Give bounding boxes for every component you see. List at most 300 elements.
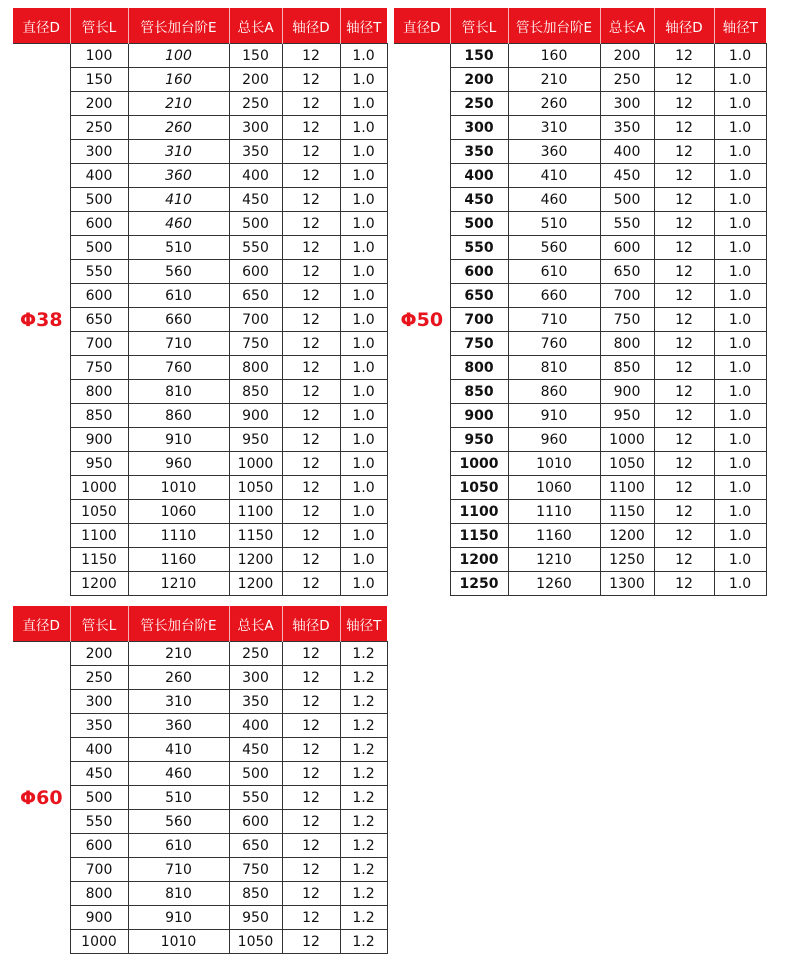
spec-table-phi60 — [13, 606, 388, 954]
table-row — [394, 212, 766, 236]
shaft-t-cell: 1.0 — [714, 44, 766, 68]
diameter-label: Φ60 — [13, 642, 70, 954]
tube-length-cell: 700 — [70, 858, 128, 882]
tube-length-cell: 250 — [70, 116, 128, 140]
tube-length-cell: 1200 — [450, 548, 508, 572]
table-row — [394, 356, 766, 380]
total-length-cell: 1200 — [229, 572, 282, 596]
shaft-diameter-cell: 12 — [654, 572, 714, 596]
tube-length-step-cell: 1010 — [128, 930, 229, 954]
shaft-t-cell: 1.2 — [340, 810, 387, 834]
header-tube-length: 管长L — [70, 8, 128, 44]
total-length-cell: 1050 — [229, 930, 282, 954]
tube-length-step-cell: 910 — [128, 906, 229, 930]
table-row — [394, 428, 766, 452]
tube-length-step-cell: 1160 — [128, 548, 229, 572]
tube-length-step-cell: 960 — [508, 428, 600, 452]
table-row — [394, 260, 766, 284]
tube-length-cell: 550 — [450, 236, 508, 260]
table-row — [394, 524, 766, 548]
total-length-cell: 1100 — [229, 500, 282, 524]
table-row — [13, 236, 387, 260]
total-length-cell: 950 — [229, 428, 282, 452]
shaft-t-cell: 1.0 — [714, 284, 766, 308]
shaft-t-cell: 1.2 — [340, 906, 387, 930]
table-row — [13, 188, 387, 212]
tube-length-cell: 650 — [450, 284, 508, 308]
tube-length-cell: 1150 — [450, 524, 508, 548]
tube-length-cell: 900 — [70, 906, 128, 930]
shaft-t-cell: 1.0 — [714, 68, 766, 92]
table-row — [13, 356, 387, 380]
total-length-cell: 600 — [600, 236, 654, 260]
total-length-cell: 700 — [600, 284, 654, 308]
shaft-t-cell: 1.0 — [340, 260, 387, 284]
tube-length-step-cell: 310 — [128, 690, 229, 714]
tube-length-cell: 450 — [70, 762, 128, 786]
shaft-diameter-cell: 12 — [654, 236, 714, 260]
shaft-t-cell: 1.2 — [340, 666, 387, 690]
shaft-diameter-cell: 12 — [282, 548, 340, 572]
shaft-t-cell: 1.0 — [714, 164, 766, 188]
shaft-diameter-cell: 12 — [654, 44, 714, 68]
tube-length-step-cell: 960 — [128, 452, 229, 476]
total-length-cell: 750 — [229, 858, 282, 882]
shaft-t-cell: 1.0 — [714, 428, 766, 452]
shaft-t-cell: 1.0 — [714, 236, 766, 260]
shaft-t-cell: 1.0 — [714, 116, 766, 140]
tube-length-cell: 800 — [70, 380, 128, 404]
tube-length-cell: 1000 — [70, 476, 128, 500]
shaft-diameter-cell: 12 — [282, 428, 340, 452]
table-row — [394, 116, 766, 140]
table-row — [394, 188, 766, 212]
shaft-diameter-cell: 12 — [282, 164, 340, 188]
shaft-t-cell: 1.0 — [340, 164, 387, 188]
shaft-diameter-cell: 12 — [282, 380, 340, 404]
table-row — [13, 164, 387, 188]
table-row — [13, 906, 387, 930]
table-row — [13, 882, 387, 906]
table-row — [13, 642, 387, 666]
table-row — [13, 666, 387, 690]
total-length-cell: 750 — [229, 332, 282, 356]
total-length-cell: 850 — [600, 356, 654, 380]
shaft-diameter-cell: 12 — [282, 642, 340, 666]
shaft-t-cell: 1.0 — [714, 188, 766, 212]
shaft-diameter-cell: 12 — [282, 452, 340, 476]
table-row — [13, 332, 387, 356]
total-length-cell: 750 — [600, 308, 654, 332]
shaft-diameter-cell: 12 — [282, 930, 340, 954]
total-length-cell: 1000 — [600, 428, 654, 452]
table-row — [13, 834, 387, 858]
header-total-length: 总长A — [229, 8, 282, 44]
shaft-diameter-cell: 12 — [654, 188, 714, 212]
tube-length-cell: 950 — [70, 452, 128, 476]
shaft-t-cell: 1.0 — [340, 380, 387, 404]
shaft-t-cell: 1.0 — [714, 380, 766, 404]
shaft-t-cell: 1.0 — [714, 308, 766, 332]
tube-length-cell: 550 — [70, 260, 128, 284]
table-row — [394, 236, 766, 260]
tube-length-cell: 1150 — [70, 548, 128, 572]
tube-length-step-cell: 360 — [508, 140, 600, 164]
tube-length-cell: 150 — [70, 68, 128, 92]
header-total-length: 总长A — [600, 8, 654, 44]
table-row — [13, 500, 387, 524]
table-row — [13, 786, 387, 810]
shaft-diameter-cell: 12 — [654, 140, 714, 164]
tube-length-step-cell: 160 — [508, 44, 600, 68]
total-length-cell: 950 — [229, 906, 282, 930]
shaft-t-cell: 1.2 — [340, 690, 387, 714]
shaft-diameter-cell: 12 — [282, 834, 340, 858]
tube-length-step-cell: 710 — [508, 308, 600, 332]
total-length-cell: 300 — [600, 92, 654, 116]
table-row — [13, 572, 387, 596]
shaft-t-cell: 1.0 — [340, 68, 387, 92]
tube-length-cell: 350 — [450, 140, 508, 164]
tube-length-step-cell: 910 — [508, 404, 600, 428]
tube-length-cell: 550 — [70, 810, 128, 834]
total-length-cell: 650 — [229, 284, 282, 308]
tube-length-step-cell: 760 — [128, 356, 229, 380]
shaft-diameter-cell: 12 — [282, 92, 340, 116]
tube-length-cell: 600 — [70, 834, 128, 858]
shaft-diameter-cell: 12 — [654, 380, 714, 404]
table-row — [394, 476, 766, 500]
tube-length-step-cell: 1010 — [128, 476, 229, 500]
shaft-diameter-cell: 12 — [282, 906, 340, 930]
header-tube-length-step: 管长加台阶E — [508, 8, 600, 44]
tube-length-cell: 1100 — [450, 500, 508, 524]
tube-length-cell: 1200 — [70, 572, 128, 596]
total-length-cell: 250 — [229, 92, 282, 116]
shaft-t-cell: 1.0 — [340, 44, 387, 68]
shaft-t-cell: 1.2 — [340, 762, 387, 786]
shaft-t-cell: 1.0 — [714, 260, 766, 284]
tube-length-step-cell: 310 — [128, 140, 229, 164]
tube-length-cell: 400 — [450, 164, 508, 188]
table-row — [13, 738, 387, 762]
table-row — [394, 404, 766, 428]
shaft-t-cell: 1.0 — [340, 500, 387, 524]
tube-length-step-cell: 310 — [508, 116, 600, 140]
table-row — [13, 930, 387, 954]
shaft-diameter-cell: 12 — [282, 308, 340, 332]
total-length-cell: 550 — [229, 786, 282, 810]
total-length-cell: 400 — [600, 140, 654, 164]
spec-table-phi38 — [13, 8, 388, 596]
tube-length-step-cell: 1110 — [128, 524, 229, 548]
table-row — [394, 284, 766, 308]
shaft-t-cell: 1.0 — [714, 140, 766, 164]
header-total-length: 总长A — [229, 606, 282, 642]
shaft-diameter-cell: 12 — [282, 858, 340, 882]
table-row — [394, 380, 766, 404]
table-row — [13, 380, 387, 404]
header-shaft-t: 轴径T — [714, 8, 766, 44]
tube-length-cell: 800 — [450, 356, 508, 380]
tube-length-cell: 1000 — [450, 452, 508, 476]
tube-length-step-cell: 260 — [128, 666, 229, 690]
shaft-diameter-cell: 12 — [282, 524, 340, 548]
header-shaft-t: 轴径T — [340, 8, 387, 44]
total-length-cell: 350 — [229, 690, 282, 714]
tube-length-step-cell: 1060 — [128, 500, 229, 524]
shaft-t-cell: 1.0 — [340, 140, 387, 164]
tube-length-cell: 500 — [70, 236, 128, 260]
header-shaft-t: 轴径T — [340, 606, 387, 642]
shaft-diameter-cell: 12 — [654, 260, 714, 284]
tube-length-step-cell: 810 — [128, 882, 229, 906]
tube-length-step-cell: 1110 — [508, 500, 600, 524]
table-row — [13, 858, 387, 882]
tube-length-cell: 600 — [450, 260, 508, 284]
tube-length-step-cell: 1060 — [508, 476, 600, 500]
shaft-diameter-cell: 12 — [654, 164, 714, 188]
tube-length-cell: 1000 — [70, 930, 128, 954]
total-length-cell: 1250 — [600, 548, 654, 572]
tube-length-step-cell: 210 — [128, 92, 229, 116]
tube-length-cell: 1100 — [70, 524, 128, 548]
header-row — [13, 8, 387, 44]
shaft-t-cell: 1.0 — [340, 332, 387, 356]
total-length-cell: 900 — [600, 380, 654, 404]
shaft-diameter-cell: 12 — [654, 548, 714, 572]
tube-length-cell: 250 — [70, 666, 128, 690]
total-length-cell: 1150 — [229, 524, 282, 548]
shaft-t-cell: 1.0 — [340, 92, 387, 116]
shaft-t-cell: 1.0 — [340, 212, 387, 236]
total-length-cell: 550 — [600, 212, 654, 236]
total-length-cell: 800 — [229, 356, 282, 380]
header-shaft-diameter: 轴径D — [654, 8, 714, 44]
header-diameter: 直径D — [394, 8, 450, 44]
header-tube-length: 管长L — [450, 8, 508, 44]
total-length-cell: 400 — [229, 714, 282, 738]
shaft-diameter-cell: 12 — [282, 236, 340, 260]
total-length-cell: 950 — [600, 404, 654, 428]
header-shaft-diameter: 轴径D — [282, 606, 340, 642]
tube-length-cell: 500 — [450, 212, 508, 236]
shaft-diameter-cell: 12 — [282, 762, 340, 786]
shaft-t-cell: 1.2 — [340, 858, 387, 882]
tube-length-cell: 150 — [450, 44, 508, 68]
shaft-t-cell: 1.2 — [340, 738, 387, 762]
total-length-cell: 200 — [229, 68, 282, 92]
shaft-diameter-cell: 12 — [654, 476, 714, 500]
tube-length-step-cell: 660 — [128, 308, 229, 332]
shaft-t-cell: 1.0 — [340, 548, 387, 572]
spec-table-phi50 — [394, 8, 767, 596]
table-row — [394, 452, 766, 476]
shaft-t-cell: 1.0 — [714, 404, 766, 428]
shaft-t-cell: 1.0 — [714, 92, 766, 116]
shaft-t-cell: 1.2 — [340, 834, 387, 858]
tube-length-step-cell: 510 — [508, 212, 600, 236]
tube-length-cell: 200 — [450, 68, 508, 92]
tube-length-step-cell: 610 — [128, 834, 229, 858]
shaft-t-cell: 1.0 — [340, 356, 387, 380]
shaft-t-cell: 1.0 — [714, 452, 766, 476]
shaft-t-cell: 1.2 — [340, 642, 387, 666]
tube-length-cell: 300 — [70, 140, 128, 164]
tube-length-step-cell: 560 — [128, 810, 229, 834]
shaft-diameter-cell: 12 — [282, 356, 340, 380]
tube-length-cell: 900 — [70, 428, 128, 452]
tube-length-step-cell: 560 — [128, 260, 229, 284]
tube-length-cell: 1050 — [70, 500, 128, 524]
table-row — [394, 500, 766, 524]
tube-length-cell: 450 — [450, 188, 508, 212]
tube-length-cell: 250 — [450, 92, 508, 116]
table-row — [13, 524, 387, 548]
total-length-cell: 1100 — [600, 476, 654, 500]
total-length-cell: 1050 — [229, 476, 282, 500]
header-tube-length: 管长L — [70, 606, 128, 642]
table-row — [13, 690, 387, 714]
total-length-cell: 450 — [600, 164, 654, 188]
shaft-diameter-cell: 12 — [282, 690, 340, 714]
tube-length-cell: 1050 — [450, 476, 508, 500]
tube-length-cell: 750 — [70, 356, 128, 380]
tube-length-cell: 300 — [450, 116, 508, 140]
total-length-cell: 900 — [229, 404, 282, 428]
total-length-cell: 500 — [229, 762, 282, 786]
total-length-cell: 1000 — [229, 452, 282, 476]
total-length-cell: 1050 — [600, 452, 654, 476]
table-row — [13, 404, 387, 428]
shaft-diameter-cell: 12 — [282, 188, 340, 212]
shaft-diameter-cell: 12 — [282, 260, 340, 284]
tube-length-step-cell: 360 — [128, 714, 229, 738]
total-length-cell: 150 — [229, 44, 282, 68]
total-length-cell: 700 — [229, 308, 282, 332]
total-length-cell: 450 — [229, 738, 282, 762]
tube-length-step-cell: 460 — [508, 188, 600, 212]
tube-length-step-cell: 610 — [508, 260, 600, 284]
tube-length-cell: 900 — [450, 404, 508, 428]
table-row — [13, 308, 387, 332]
shaft-diameter-cell: 12 — [282, 140, 340, 164]
shaft-t-cell: 1.0 — [714, 332, 766, 356]
table-row — [13, 140, 387, 164]
shaft-t-cell: 1.0 — [714, 572, 766, 596]
total-length-cell: 850 — [229, 882, 282, 906]
shaft-diameter-cell: 12 — [654, 452, 714, 476]
shaft-t-cell: 1.0 — [340, 452, 387, 476]
shaft-diameter-cell: 12 — [282, 44, 340, 68]
total-length-cell: 600 — [229, 810, 282, 834]
tube-length-cell: 950 — [450, 428, 508, 452]
shaft-diameter-cell: 12 — [282, 212, 340, 236]
shaft-diameter-cell: 12 — [654, 284, 714, 308]
table-row — [394, 572, 766, 596]
table-row — [13, 452, 387, 476]
shaft-diameter-cell: 12 — [282, 738, 340, 762]
table-row — [13, 116, 387, 140]
table-row — [13, 762, 387, 786]
tube-length-step-cell: 1160 — [508, 524, 600, 548]
tube-length-step-cell: 710 — [128, 858, 229, 882]
total-length-cell: 250 — [600, 68, 654, 92]
shaft-t-cell: 1.0 — [714, 356, 766, 380]
tube-length-step-cell: 610 — [128, 284, 229, 308]
shaft-diameter-cell: 12 — [282, 882, 340, 906]
shaft-diameter-cell: 12 — [654, 404, 714, 428]
table-row — [394, 548, 766, 572]
tube-length-step-cell: 910 — [128, 428, 229, 452]
tube-length-step-cell: 160 — [128, 68, 229, 92]
shaft-t-cell: 1.0 — [340, 428, 387, 452]
tube-length-cell: 300 — [70, 690, 128, 714]
total-length-cell: 1300 — [600, 572, 654, 596]
tube-length-cell: 500 — [70, 188, 128, 212]
total-length-cell: 200 — [600, 44, 654, 68]
table-row — [13, 68, 387, 92]
shaft-t-cell: 1.0 — [714, 212, 766, 236]
tube-length-step-cell: 860 — [128, 404, 229, 428]
table-row — [13, 476, 387, 500]
header-row — [394, 8, 766, 44]
tube-length-step-cell: 100 — [128, 44, 229, 68]
shaft-diameter-cell: 12 — [654, 428, 714, 452]
tube-length-cell: 700 — [450, 308, 508, 332]
table-row — [13, 44, 387, 68]
shaft-diameter-cell: 12 — [654, 524, 714, 548]
total-length-cell: 1200 — [600, 524, 654, 548]
shaft-t-cell: 1.0 — [340, 404, 387, 428]
shaft-diameter-cell: 12 — [654, 356, 714, 380]
shaft-diameter-cell: 12 — [282, 284, 340, 308]
tube-length-step-cell: 410 — [128, 738, 229, 762]
tube-length-step-cell: 210 — [508, 68, 600, 92]
total-length-cell: 300 — [229, 116, 282, 140]
total-length-cell: 350 — [600, 116, 654, 140]
shaft-t-cell: 1.0 — [714, 500, 766, 524]
tube-length-cell: 850 — [450, 380, 508, 404]
shaft-t-cell: 1.2 — [340, 714, 387, 738]
tube-length-step-cell: 510 — [128, 786, 229, 810]
shaft-t-cell: 1.0 — [340, 188, 387, 212]
tube-length-step-cell: 1260 — [508, 572, 600, 596]
tube-length-cell: 400 — [70, 738, 128, 762]
shaft-diameter-cell: 12 — [654, 116, 714, 140]
tube-length-cell: 700 — [70, 332, 128, 356]
total-length-cell: 500 — [229, 212, 282, 236]
tube-length-step-cell: 710 — [128, 332, 229, 356]
table-row — [394, 68, 766, 92]
tube-length-cell: 100 — [70, 44, 128, 68]
shaft-diameter-cell: 12 — [282, 666, 340, 690]
tube-length-step-cell: 860 — [508, 380, 600, 404]
tube-length-cell: 650 — [70, 308, 128, 332]
shaft-diameter-cell: 12 — [282, 332, 340, 356]
table-row — [13, 810, 387, 834]
table-row — [13, 714, 387, 738]
tube-length-step-cell: 510 — [128, 236, 229, 260]
tube-length-cell: 800 — [70, 882, 128, 906]
header-diameter: 直径D — [13, 8, 70, 44]
tube-length-step-cell: 460 — [128, 762, 229, 786]
tube-length-cell: 1250 — [450, 572, 508, 596]
tube-length-cell: 400 — [70, 164, 128, 188]
tube-length-cell: 750 — [450, 332, 508, 356]
tube-length-step-cell: 1210 — [128, 572, 229, 596]
total-length-cell: 450 — [229, 188, 282, 212]
